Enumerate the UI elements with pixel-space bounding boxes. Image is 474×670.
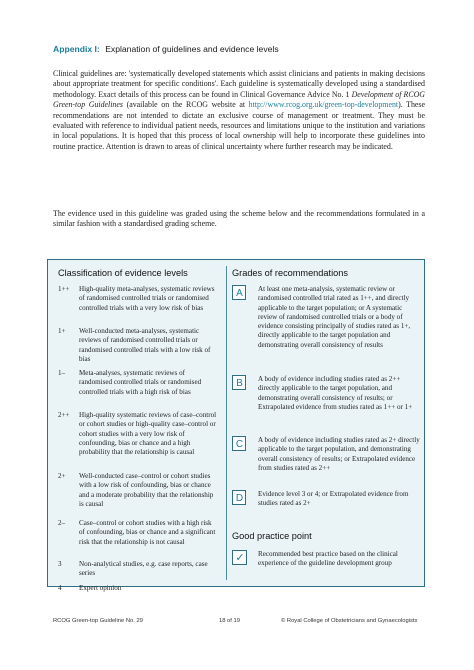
evidence-level-code: 2–	[58, 519, 66, 527]
good-practice-description: Recommended best practice based on the clinical experience of the guideline development group	[258, 550, 398, 568]
evidence-level-code: 2++	[58, 411, 70, 419]
column-divider	[226, 266, 227, 580]
footer-guideline-number: RCOG Green-top Guideline No. 29	[53, 618, 143, 624]
evidence-level-code: 1++	[58, 285, 70, 293]
appendix-tag: Appendix I:	[53, 44, 100, 54]
evidence-level-code: 1+	[58, 327, 66, 335]
classification-title: Classification of evidence levels	[58, 268, 188, 278]
evidence-level-code: 3	[58, 560, 62, 568]
evidence-level-code: 1–	[58, 369, 66, 377]
good-practice-title: Good practice point	[232, 531, 312, 541]
evidence-table-box	[47, 259, 425, 592]
grade-description: A body of evidence including studies rated as 2+ directly applicable to the target population, and demonstrating overall consistency of results; or Extrapolated evidence from studies rated as 2++	[258, 436, 420, 472]
evidence-level-description: Meta-analyses, systematic reviews of randomised controlled trials or randomised controlled trials with a high risk of bias	[79, 369, 202, 396]
grade-badge: C	[232, 436, 246, 451]
intro-paragraph	[53, 69, 425, 152]
rcog-link[interactable]: http://www.rcog.org.uk/green-top-development	[248, 100, 399, 110]
evidence-level-description: Case–control or cohort studies with a high risk of confounding, bias or chance and a significant risk that the relationship is not causal	[79, 519, 216, 546]
grade-badge: A	[232, 285, 246, 300]
intro-text-1: Clinical guidelines are: 'systematically developed statements which assist clinicians and patients in making decisions about appropriate treatment for specific conditions'. Each guideline is systematically developed using a standardised methodology. Exact details of this process can be found in Clinical Governance Advice No. 1	[53, 69, 425, 99]
evidence-level-description: Expert opinion	[79, 584, 122, 592]
intro-doc-title: Development of RCOG Green-top Guidelines	[53, 89, 425, 110]
evidence-level-code: 2+	[58, 472, 66, 480]
evidence-level-description: High-quality meta-analyses, systematic reviews of randomised controlled trials or randomised controlled trials with a very low risk of bias	[79, 285, 215, 312]
footer-copyright: © Royal College of Obstetricians and Gynaecologists	[281, 618, 418, 624]
intro-text-2: (available on the RCOG website at	[122, 100, 249, 110]
evidence-level-code: 4	[58, 584, 62, 592]
footer-page-number: 18 of 19	[219, 618, 240, 624]
grade-description: At least one meta-analysis, systematic review or randomised controlled trial rated as 1++, and directly applicable to the target population; or A systematic review of randomised controlled trials or a body of evidence consisting principally of studies rated as 1+, directly applicable to the target population and demonstrating overall consistency of results	[258, 285, 411, 349]
intro-text-3: ). These recommendations are not intended to dictate an exclusive course of management or treatment. They must be evaluated with reference to individual patient needs, resources and limitations unique to the institution and variations in local populations. It is hoped that this process of local ownership will help to incorporate these guidelines into routine practice. Attention is drawn to areas of clinical uncertainty where further research may be indicated.	[53, 100, 426, 151]
appendix-heading	[53, 44, 279, 54]
checkmark-icon: ✓	[232, 550, 247, 565]
appendix-title: Explanation of guidelines and evidence levels	[105, 44, 279, 54]
grade-description: Evidence level 3 or 4; or Extrapolated evidence from studies rated as 2+	[258, 490, 409, 508]
evidence-level-description: Non-analytical studies, e.g. case reports, case series	[79, 560, 208, 578]
grade-badge: D	[232, 490, 246, 505]
evidence-level-description: High-quality systematic reviews of case–control or cohort studies or high-quality case–control or cohort studies with a very low risk of confounding, bias or chance and a high probability that the relationship is causal	[79, 411, 217, 457]
grade-description: A body of evidence including studies rated as 2++ directly applicable to the target population, and demonstrating overall consistency of results; or Extrapolated evidence from studies rated as 1++ or 1+	[258, 375, 413, 411]
grade-badge: B	[232, 375, 246, 390]
evidence-level-description: Well-conducted meta-analyses, systematic reviews of randomised controlled trials or randomised controlled trials with a low risk of bias	[79, 327, 211, 363]
evidence-level-description: Well-conducted case–control or cohort studies with a low risk of confounding, bias or chance and a moderate probability that the relationship is causal	[79, 472, 214, 508]
grades-title: Grades of recommendations	[232, 268, 348, 278]
evidence-paragraph: The evidence used in this guideline was graded using the scheme below and the recommendations formulated in a similar fashion with a standardised grading scheme.	[53, 209, 425, 229]
